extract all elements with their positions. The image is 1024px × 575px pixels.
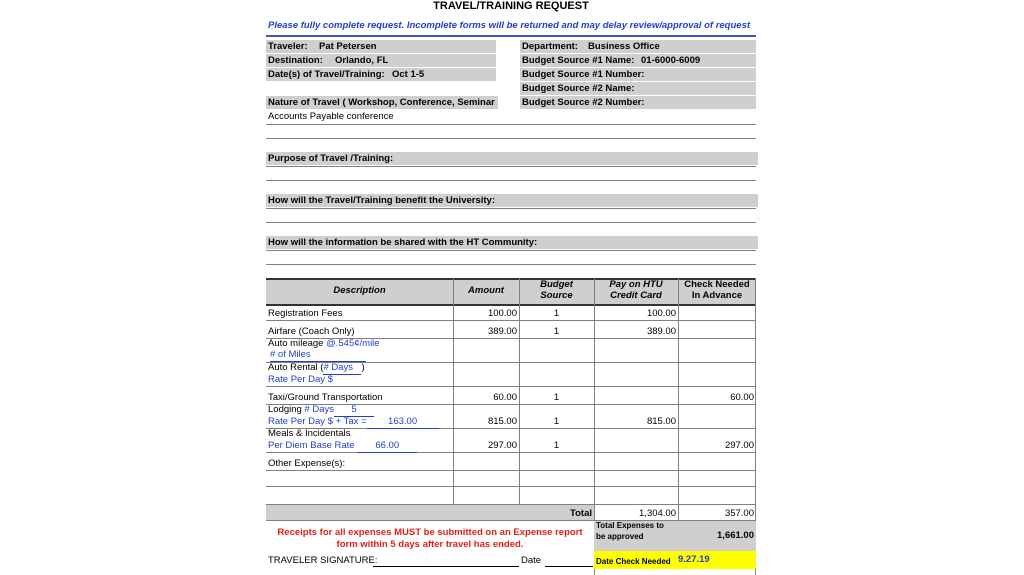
airfare-htu[interactable]: 389.00	[646, 326, 676, 337]
lodging-amount[interactable]: 815.00	[487, 416, 517, 427]
traveler-label: Traveler:	[268, 41, 308, 52]
lodging-source[interactable]: 1	[553, 416, 560, 427]
line	[266, 124, 756, 125]
destination-value[interactable]: Orlando, FL	[335, 55, 389, 66]
other-label: Other Expense(s):	[268, 458, 346, 469]
meals-perdiem-text: Per Diem Base Rate	[268, 440, 355, 451]
rental-rate[interactable]: Rate Per Day $	[268, 374, 333, 385]
lodging-days[interactable]: 5	[334, 404, 374, 417]
meals-perdiem[interactable]: 66.00	[357, 440, 417, 453]
total-expenses-label-1: Total Expenses to	[596, 521, 664, 530]
line	[266, 222, 756, 223]
line	[266, 250, 756, 251]
date-label: Date	[521, 555, 542, 566]
lodging-rate-text: Rate Per Day $ + Tax =	[268, 416, 367, 427]
header-check-2: In Advance	[691, 290, 743, 301]
taxi-amount[interactable]: 60.00	[493, 392, 517, 403]
department-value[interactable]: Business Office	[588, 41, 660, 52]
mileage-text: Auto mileage	[268, 338, 324, 349]
line	[266, 138, 756, 139]
line	[266, 166, 756, 167]
budget2-name-label: Budget Source #2 Name:	[522, 83, 635, 94]
header-htu-2: Credit Card	[610, 290, 662, 301]
purpose-label: Purpose of Travel /Training:	[266, 152, 758, 165]
total-check: 357.00	[724, 508, 754, 519]
travel-request-form	[266, 0, 756, 575]
lodging-rate[interactable]: 163.00	[367, 416, 439, 429]
registration-label: Registration Fees	[268, 308, 343, 319]
row-line	[266, 386, 756, 387]
receipts-note-1: Receipts for all expenses MUST be submitted on an Expense report	[277, 527, 583, 538]
total-expenses-label-2: be approved	[596, 532, 644, 541]
header-description: Description	[333, 285, 386, 296]
shared-label: How will the information be shared with the HT Community:	[266, 236, 758, 249]
meals-source[interactable]: 1	[553, 440, 560, 451]
rental-text: Auto Rental (	[268, 362, 324, 373]
nature-value[interactable]: Accounts Payable conference	[268, 111, 394, 122]
taxi-label: Taxi/Ground Transportation	[268, 392, 383, 403]
header-budget-1: Budget	[540, 279, 573, 290]
total-htu: 1,304.00	[639, 508, 676, 519]
form-title: TRAVEL/TRAINING REQUEST	[433, 0, 589, 12]
benefit-label: How will the Travel/Training benefit the University:	[266, 194, 758, 207]
notice-divider	[266, 35, 756, 37]
receipts-note-2: form within 5 days after travel has ended.	[336, 539, 524, 550]
department-label: Department:	[522, 41, 578, 52]
date-line[interactable]	[545, 566, 593, 567]
signature-line[interactable]	[373, 566, 519, 567]
airfare-amount[interactable]: 389.00	[487, 326, 517, 337]
traveler-value[interactable]: Pat Petersen	[319, 41, 377, 52]
registration-htu[interactable]: 100.00	[646, 308, 676, 319]
date-check-label: Date Check Needed	[596, 557, 671, 566]
header-check-1: Check Needed	[684, 279, 750, 290]
budget1-name-label: Budget Source #1 Name:	[522, 55, 635, 66]
header-htu-1: Pay on HTU	[609, 279, 663, 290]
total-label: Total	[570, 508, 592, 519]
dates-label: Date(s) of Travel/Training:	[268, 69, 385, 80]
budget1-name-value[interactable]: 01-6000-6009	[641, 55, 701, 66]
dates-value[interactable]: Oct 1-5	[392, 69, 425, 80]
signature-label: TRAVELER SIGNATURE:	[268, 555, 378, 566]
row-line	[266, 486, 756, 487]
taxi-check[interactable]: 60.00	[730, 392, 754, 403]
header-amount: Amount	[468, 285, 504, 296]
budget2-number-label: Budget Source #2 Number:	[522, 97, 645, 108]
lodging-text: Lodging	[268, 404, 302, 415]
registration-source[interactable]: 1	[553, 308, 560, 319]
meals-perdiem-label	[268, 439, 417, 453]
nature-label: Nature of Travel ( Workshop, Conference, Seminar	[268, 97, 495, 108]
meals-label: Meals & Incidentals	[268, 428, 351, 439]
lodging-htu[interactable]: 815.00	[646, 416, 676, 427]
rental-days[interactable]: # Days	[323, 362, 361, 375]
line	[266, 264, 756, 265]
line	[266, 180, 756, 181]
airfare-source[interactable]: 1	[553, 326, 560, 337]
header-budget-2: Source	[540, 290, 573, 301]
registration-amount[interactable]: 100.00	[487, 308, 517, 319]
meals-amount[interactable]: 297.00	[487, 440, 517, 451]
mileage-rate: @.545¢/mile	[326, 338, 380, 349]
budget1-number-label: Budget Source #1 Number:	[522, 69, 645, 80]
taxi-source[interactable]: 1	[553, 392, 560, 403]
total-expenses-value: 1,661.00	[717, 530, 754, 541]
rental-close: )	[361, 362, 365, 373]
meals-check[interactable]: 297.00	[724, 440, 754, 451]
lodging-days-label: # Days	[304, 404, 335, 415]
mileage-miles[interactable]: # of Miles	[270, 349, 366, 362]
completion-notice: Please fully complete request. Incomplete forms will be returned and may delay review/approval of request	[268, 20, 751, 31]
destination-label: Destination:	[268, 55, 323, 66]
date-check-value[interactable]: 9.27.19	[678, 554, 710, 565]
line	[266, 208, 756, 209]
airfare-label: Airfare (Coach Only)	[268, 326, 355, 337]
